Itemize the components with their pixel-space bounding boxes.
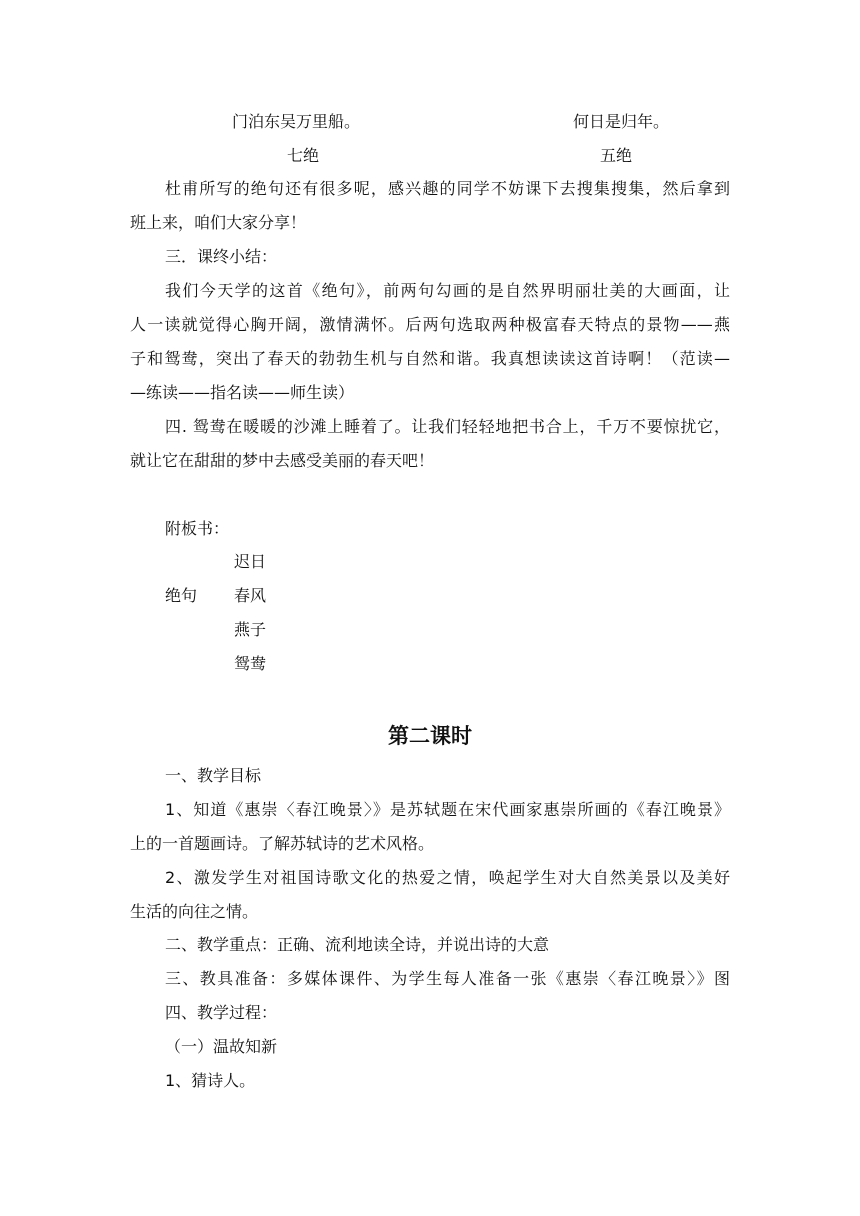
key-point: 二、教学重点：正确、流利地读全诗，并说出诗的大意	[165, 935, 550, 954]
goal-2-line-1: 2、激发学生对祖国诗歌文化的热爱之情，唤起学生对大自然美景以及美好	[165, 868, 730, 887]
review-heading: （一）温故知新	[165, 1037, 278, 1056]
goal-2-line-2: 生活的向往之情。	[130, 902, 259, 921]
board-item: 迟日	[234, 552, 267, 571]
paragraph-du-fu-line-1: 杜甫所写的绝句还有很多呢，感兴趣的同学不妨课下去搜集搜集，然后拿到	[165, 179, 730, 198]
board-item: 鸳鸯	[234, 654, 267, 673]
poem-left-form: 七绝	[287, 146, 320, 165]
goal-1-line-1: 1、知道《惠崇〈春江晚景〉》是苏轼题在宋代画家惠崇所画的《春江晚景》	[165, 800, 730, 819]
closing-line-1: 四. 鸳鸯在暖暖的沙滩上睡着了。让我们轻轻地把书合上，千万不要惊扰它，	[165, 417, 730, 436]
poem-right-form: 五绝	[600, 146, 633, 165]
summary-line-4: —练读——指名读——师生读）	[130, 383, 355, 402]
summary-line-3: 子和鸳鸯，突出了春天的勃勃生机与自然和谐。我真想读读这首诗啊！（范读—	[130, 349, 730, 368]
board-item: 燕子	[234, 620, 267, 639]
section-title: 第二课时	[388, 724, 472, 748]
paragraph-du-fu-line-2: 班上来，咱们大家分享！	[130, 213, 307, 232]
board-label: 附板书：	[165, 519, 230, 538]
poem-right-line: 何日是归年。	[573, 112, 670, 131]
poem-left-line: 门泊东吴万里船。	[232, 112, 361, 131]
board-item: 春风	[234, 586, 267, 605]
summary-line-2: 人一读就觉得心胸开阔，激情满怀。后两句选取两种极富春天特点的景物——燕	[130, 315, 730, 334]
summary-line-1: 我们今天学的这首《绝句》，前两句勾画的是自然界明丽壮美的大画面，让	[165, 281, 730, 300]
process-heading: 四、教学过程：	[165, 1003, 278, 1022]
materials: 三、教具准备：多媒体课件、为学生每人准备一张《惠崇〈春江晚景〉》图	[165, 969, 730, 988]
closing-line-2: 就让它在甜甜的梦中去感受美丽的春天吧！	[130, 451, 435, 470]
board-title: 绝句	[165, 586, 198, 605]
goals-heading: 一、教学目标	[165, 766, 262, 785]
guess-item: 1、猜诗人。	[165, 1071, 256, 1090]
summary-heading: 三．课终小结：	[165, 247, 278, 266]
goal-1-line-2: 上的一首题画诗。了解苏轼诗的艺术风格。	[130, 834, 435, 853]
